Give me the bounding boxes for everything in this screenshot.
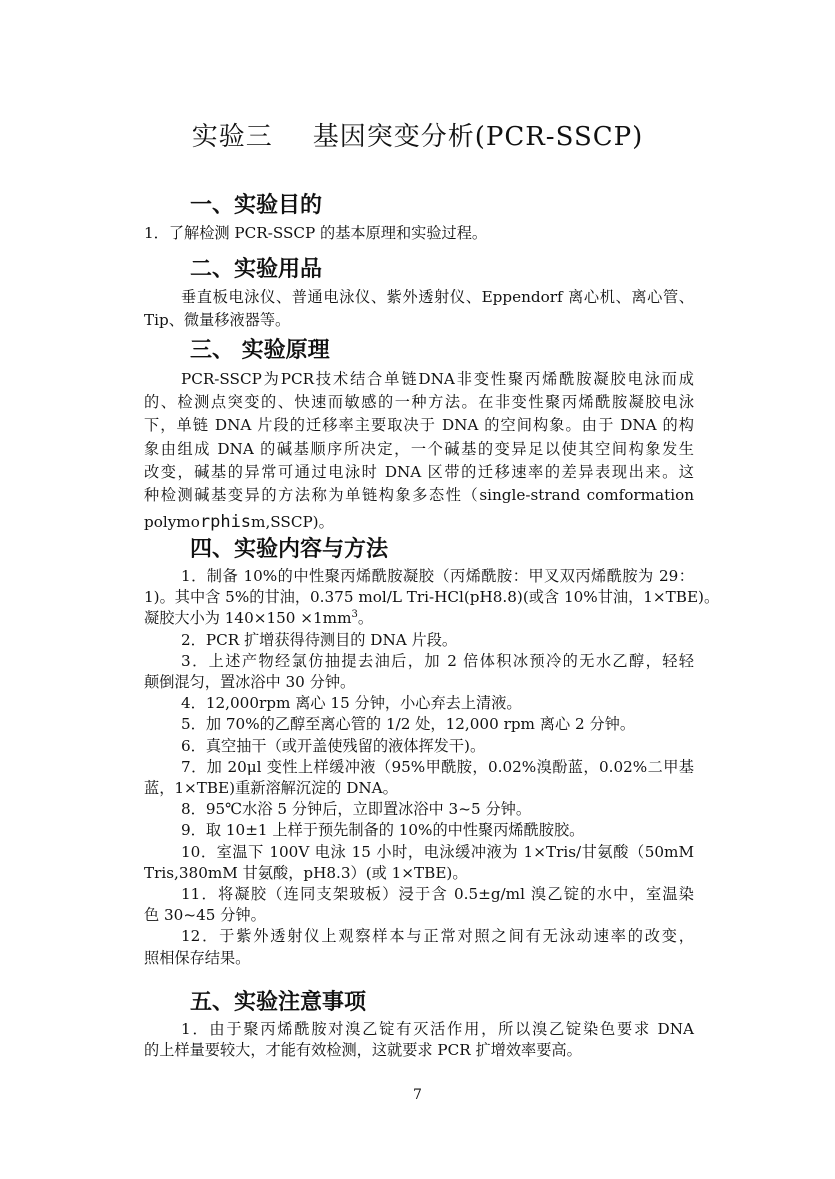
step-6: 6．真空抽干（或开盖使残留的液体挥发干)。 <box>181 736 486 755</box>
title-experiment-name: 基因突变分析(PCR-SSCP) <box>312 122 644 152</box>
notes-paragraph: 1．由于聚丙烯酰胺对溴乙锭有灭活作用，所以溴乙锭染色要求 DNA 的上样量要较大，才能有效检测，这就要求 PCR 扩增效率要高。 <box>144 1020 694 1060</box>
step-3: 3．上述产物经氯仿抽提去油后，加 2 倍体积冰预冷的无水乙醇，轻轻 <box>181 651 694 670</box>
section-heading-principle: 三、 实验原理 <box>190 338 330 363</box>
page-title <box>0 116 835 153</box>
title-experiment-number: 实验三 <box>191 122 273 152</box>
step-11: 11．将凝胶（连同支架玻板）浸于含 0.5±g/ml 溴乙锭的水中，室温染 <box>181 885 694 904</box>
step-5: 5．加 70%的乙醇至离心管的 1/2 处，12,000 rpm 离心 2 分钟。 <box>181 715 636 734</box>
step-1: 1．制备 10%的中性聚丙烯酰胺凝胶（丙烯酰胺：甲叉双丙烯酰胺为 29： <box>181 567 694 585</box>
methods-list: 1．制备 10%的中性聚丙烯酰胺凝胶（丙烯酰胺：甲叉双丙烯酰胺为 29： 1)。其中含 5%的甘油，0.375 mol/L Tri-HCl(pH8.8)(或含 10%甘油，1×TBE)。 凝胶大小为 $140\times 150 \times 1mm^3$。 2．PCR 扩增获得待测目的 DNA 片段。 3．上述产物经氯仿抽提去油后，加 2 倍体积冰预冷的无水乙醇，轻轻 颠倒混匀，置冰浴中 30 分钟。 4．12,000rpm 离心 15 分钟，小心弃去上清液。 5．加 70%的乙醇至离心管的 1/2 处，12,000 rpm 离心 2 分钟。 6．真空抽干（或开盖使残留的液体挥发干)。 7．加 20μl 变性上样缓冲液（95%甲酰胺，0.02%溴酚蓝，0.02%二甲基 蓝，1×TBE)重新溶解沉淀的 DNA。 8．95℃水浴 5 分钟后，立即置冰浴中 3~5 分钟。 9．取 10±1 上样于预先制备的 10%的中性聚丙烯酰胺胶。 10．室温下 100V 电泳 15 小时，电泳缓冲液为 1×Tris/甘氨酸（50mM Tris,380mM 甘氨酸，pH8.3）(或 1×TBE)。 11．将凝胶（连同支架玻板）浸于含 0.5±g/ml 溴乙锭的水中，室温染 色 30~45 分钟。 12．于紫外透射仪上观察样本与正常对照之间有无泳动速率的改变， 照相保存结果。 <box>144 567 720 967</box>
step-7: 7．加 20μl 变性上样缓冲液（95%甲酰胺，0.02%溴酚蓝，0.02%二甲基 <box>181 757 694 776</box>
section-heading-methods: 四、实验内容与方法 <box>190 537 389 562</box>
step-10: 10．室温下 100V 电泳 15 小时，电泳缓冲液为 1×Tris/甘氨酸（50mM <box>181 842 694 861</box>
step-12: 12．于紫外透射仪上观察样本与正常对照之间有无泳动速率的改变， <box>181 927 694 946</box>
principle-paragraph: PCR-SSCP为PCR技术结合单链DNA非变性聚丙烯酰胺凝胶电泳而成 的、检测点突变的、快速而敏感的一种方法。在非变性聚丙烯酰胺凝胶电泳 下，单链 DNA 片段的迁移率主要取决于 DNA 的空间构象。由于 DNA 的构 象由组成 DNA 的碱基顺序所决定，一个碱基的变异足以使其空间构象发生 改变，碱基的异常可通过电泳时 DNA 区带的迁移速率的差异表现出来。这 种检测碱基变异的方法称为单链构象多态性（single-strand comformation polymorphism,SSCP)。 <box>144 370 694 533</box>
section-heading-purpose: 一、实验目的 <box>190 193 323 218</box>
step-4: 4．12,000rpm 离心 15 分钟，小心弃去上清液。 <box>181 694 522 713</box>
purpose-item: 1．了解检测 PCR-SSCP 的基本原理和实验过程。 <box>144 224 488 242</box>
section-heading-materials: 二、实验用品 <box>190 257 323 282</box>
step-2: 2．PCR 扩增获得待测目的 DNA 片段。 <box>181 630 458 649</box>
section-heading-notes: 五、实验注意事项 <box>190 990 367 1015</box>
step-9: 9．取 10±1 上样于预先制备的 10%的中性聚丙烯酰胺胶。 <box>181 821 585 840</box>
materials-paragraph: 垂直板电泳仪、普通电泳仪、紫外透射仪、Eppendorf 离心机、离心管、 Tip、微量移液器等。 <box>144 288 694 330</box>
page-number: 7 <box>413 1087 422 1103</box>
step-8: 8．95℃水浴 5 分钟后，立即置冰浴中 3~5 分钟。 <box>181 800 532 819</box>
